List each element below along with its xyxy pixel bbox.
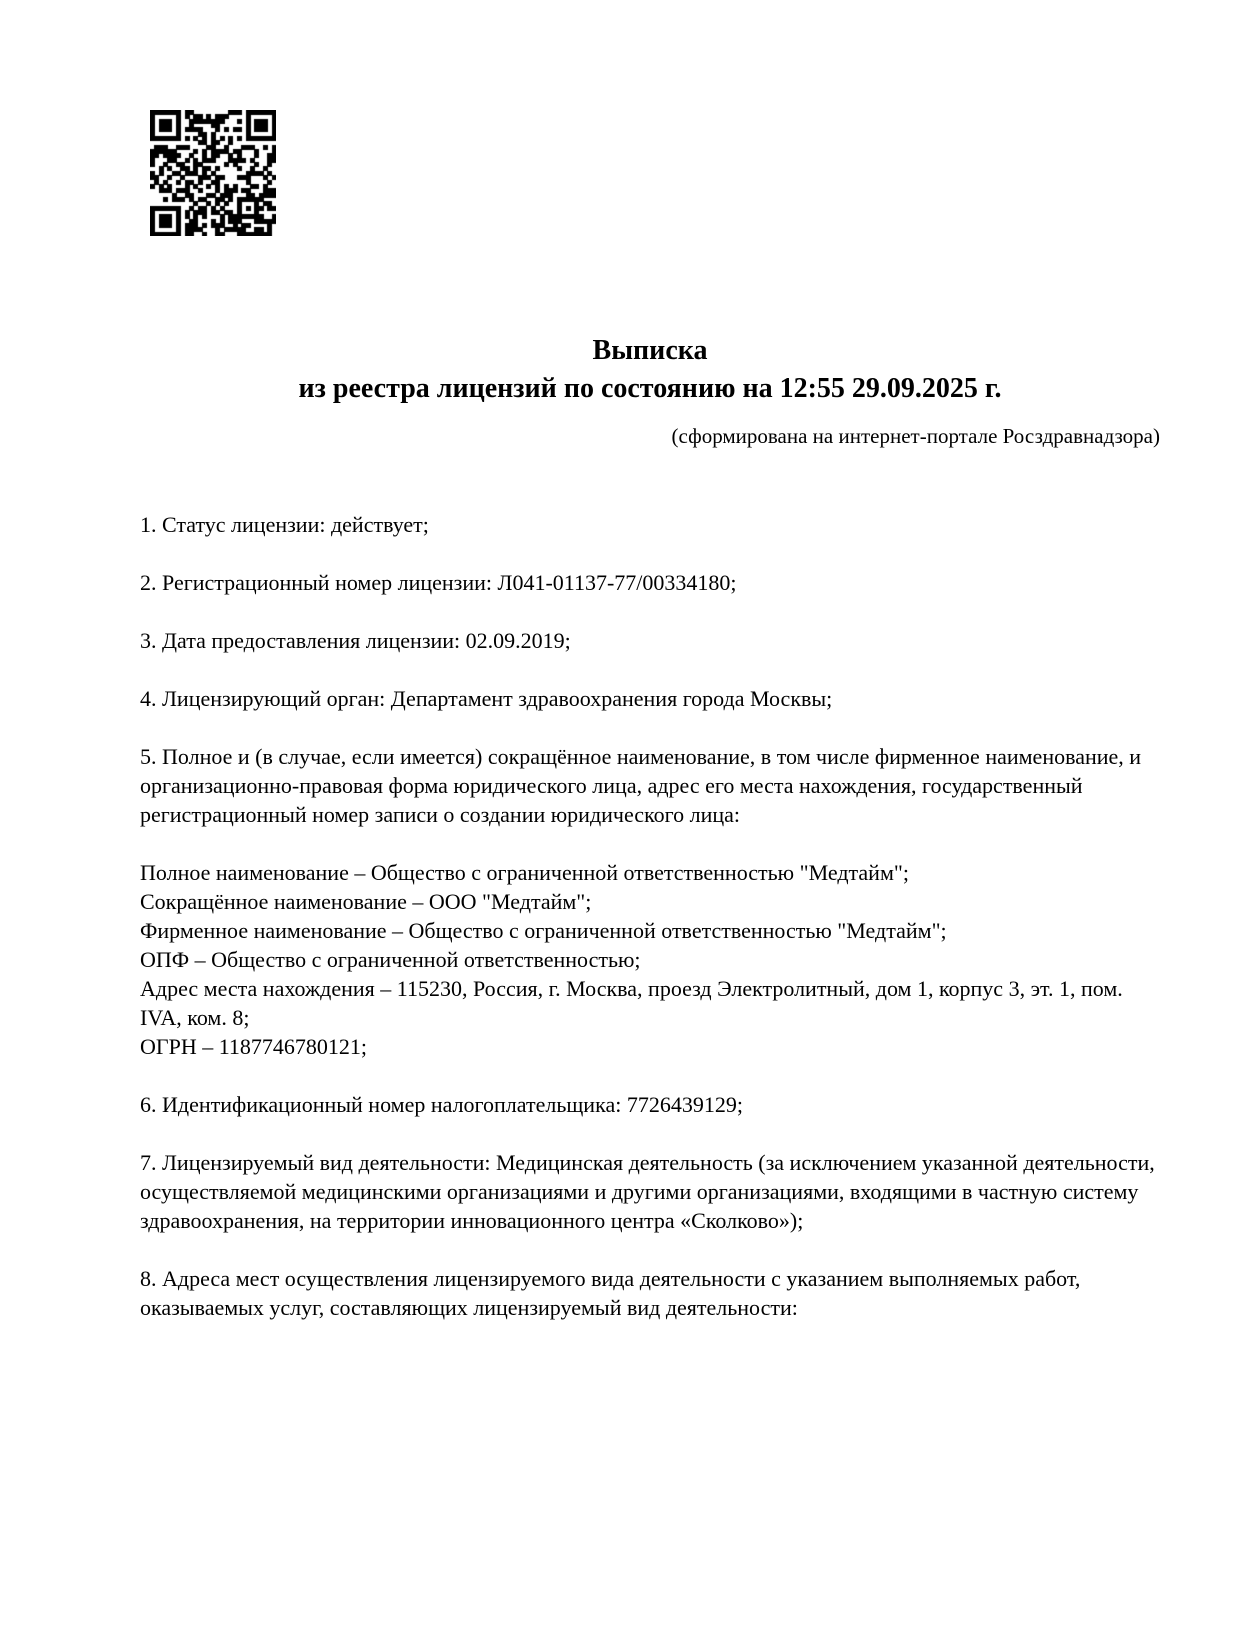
paragraph <box>140 626 1160 655</box>
paragraph-line: 6. Идентификационный номер налогоплательщика: 7726439129; <box>140 1092 743 1117</box>
paragraph-line: Полное наименование – Общество с ограниченной ответственностью "Медтайм"; <box>140 860 909 885</box>
qr-code <box>150 110 276 236</box>
paragraph-line: ОГРН – 1187746780121; <box>140 1034 368 1059</box>
paragraph-line: 2. Регистрационный номер лицензии: Л041-01137-77/00334180; <box>140 570 737 595</box>
paragraph <box>140 684 1160 713</box>
document-title <box>140 332 1160 408</box>
paragraph-line: Сокращённое наименование – ООО "Медтайм"; <box>140 889 592 914</box>
paragraph-line: 1. Статус лицензии: действует; <box>140 512 429 537</box>
paragraph-line: 4. Лицензирующий орган: Департамент здравоохранения города Москвы; <box>140 686 833 711</box>
paragraph <box>140 510 1160 539</box>
title-line-1: Выписка <box>592 335 708 366</box>
paragraph <box>140 1148 1160 1235</box>
paragraph-line: 3. Дата предоставления лицензии: 02.09.2019; <box>140 628 571 653</box>
paragraph <box>140 568 1160 597</box>
paragraph <box>140 742 1160 829</box>
paragraph <box>140 858 1160 1061</box>
paragraph <box>140 1090 1160 1119</box>
paragraph <box>140 1264 1160 1322</box>
document-body <box>140 510 1160 1322</box>
paragraph-line: Фирменное наименование – Общество с ограниченной ответственностью "Медтайм"; <box>140 918 947 943</box>
paragraph-line: 8. Адреса мест осуществления лицензируемого вида деятельности с указанием выполняемых работ, оказываемых услуг, составляющих лицензируемый вид деятельности: <box>140 1266 1081 1320</box>
paragraph-line: Адрес места нахождения – 115230, Россия, г. Москва, проезд Электролитный, дом 1, корпус 3, эт. 1, пом. IVA, ком. 8; <box>140 976 1123 1030</box>
paragraph-line: 5. Полное и (в случае, если имеется) сокращённое наименование, в том числе фирменное наименование, и организационно-правовая форма юридического лица, адрес его места нахождения, государственный регистрационный номер записи о создании юридического лица: <box>140 744 1142 827</box>
paragraph-line: 7. Лицензируемый вид деятельности: Медицинская деятельность (за исключением указанной деятельности, осуществляемой медицинскими организациями и другими организациями, входящими в частную систему здравоохранения, на территории инновационного центра «Сколково»); <box>140 1150 1155 1233</box>
paragraph-line: ОПФ – Общество с ограниченной ответственностью; <box>140 947 641 972</box>
title-line-2: из реестра лицензий по состоянию на 12:55 29.09.2025 г. <box>298 373 1002 404</box>
document-subtitle: (сформирована на интернет-портале Росздравнадзора) <box>671 424 1160 448</box>
